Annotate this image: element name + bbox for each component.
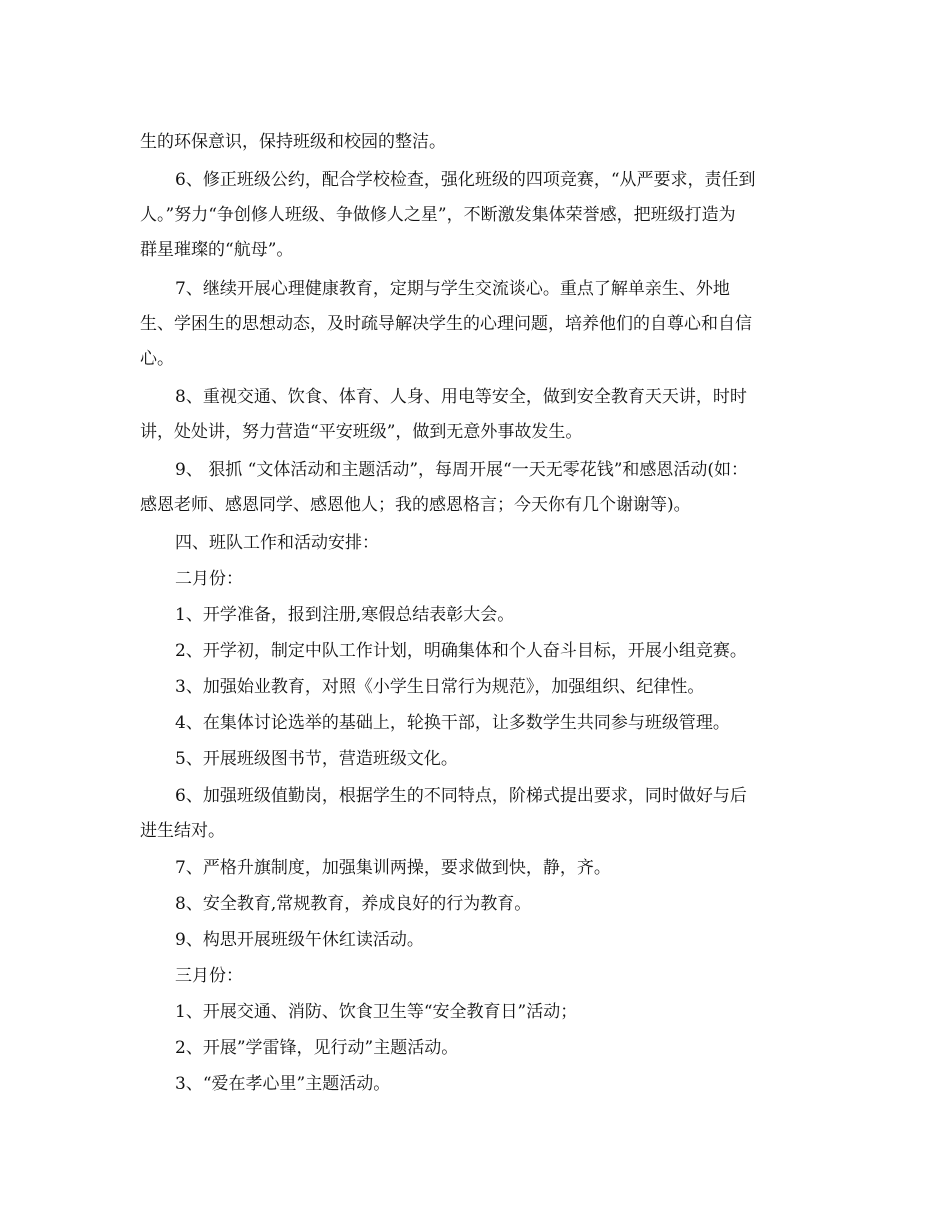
- text-line-16: 3、加强始业教育，对照《小学生日常行为规范》，加强组织、纪律性。: [175, 677, 705, 697]
- text-line-10: 9、 狠抓 “文体活动和主题活动”，每周开展“一天无零花钱”和感恩活动(如：: [175, 460, 749, 480]
- text-line-2: 6、修正班级公约，配合学校检查，强化班级的四项竞赛，“从严要求，责任到: [175, 170, 756, 190]
- text-line-17: 4、在集体讨论选举的基础上，轮换干部，让多数学生共同参与班级管理。: [175, 713, 730, 733]
- text-line-14: 1、开学准备，报到注册,寒假总结表彰大会。: [175, 605, 515, 625]
- text-line-27: 3、“爱在孝心里”主题活动。: [175, 1074, 391, 1094]
- text-line-23: 9、构思开展班级午休红读活动。: [175, 930, 424, 950]
- text-line-15: 2、开学初，制定中队工作计划，明确集体和个人奋斗目标，开展小组竞赛。: [175, 641, 747, 661]
- text-line-21: 7、严格升旗制度，加强集训两操，要求做到快，静，齐。: [175, 858, 611, 878]
- text-line-18: 5、开展班级图书节，营造班级文化。: [175, 749, 458, 769]
- text-line-8: 8、重视交通、饮食、体育、人身、用电等安全，做到安全教育天天讲，时时: [175, 387, 747, 407]
- text-line-6: 生、学困生的思想动态，及时疏导解决学生的心理问题，培养他们的自尊心和自信: [140, 314, 752, 334]
- section-heading: 四、班队工作和活动安排：: [175, 533, 379, 553]
- text-line-4: 群星璀璨的“航母”。: [140, 240, 294, 260]
- document-page: [140, 0, 830, 1230]
- text-line-1: 生的环保意识，保持班级和校园的整洁。: [140, 132, 446, 152]
- text-line-5: 7、继续开展心理健康教育，定期与学生交流谈心。重点了解单亲生、外地: [175, 279, 730, 299]
- text-line-22: 8、安全教育,常规教育，养成良好的行为教育。: [175, 894, 532, 914]
- text-line-20: 进生结对。: [140, 821, 225, 841]
- text-line-3: 人。”努力“争创修人班级、争做修人之星”，不断激发集体荣誉感，把班级打造为: [140, 205, 736, 225]
- text-line-7: 心。: [140, 349, 174, 369]
- text-line-19: 6、加强班级值勤岗，根据学生的不同特点，阶梯式提出要求，同时做好与后: [175, 786, 747, 806]
- text-line-26: 2、开展”学雷锋，见行动”主题活动。: [175, 1038, 459, 1058]
- text-line-9: 讲，处处讲，努力营造“平安班级”，做到无意外事故发生。: [140, 422, 583, 442]
- month-heading-march: 三月份：: [175, 966, 243, 986]
- text-line-25: 1、开展交通、消防、饮食卫生等“安全教育日”活动；: [175, 1002, 578, 1022]
- month-heading-february: 二月份：: [175, 569, 243, 589]
- text-line-11: 感恩老师、感恩同学、感恩他人；我的感恩格言；今天你有几个谢谢等)。: [140, 495, 691, 515]
